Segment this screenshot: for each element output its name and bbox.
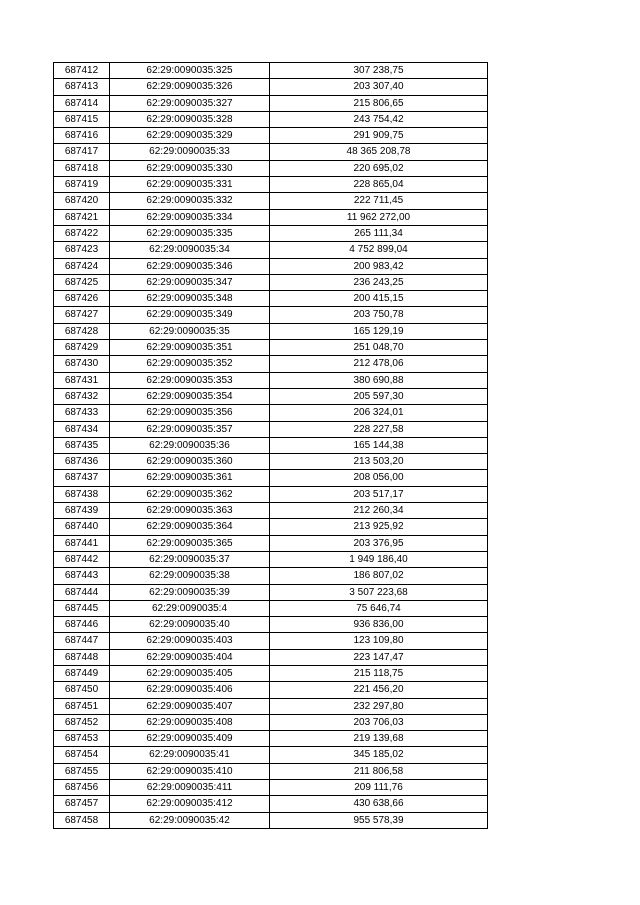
cadastral-number-cell: 62:29:0090035:42 (110, 812, 270, 828)
value-cell: 213 925,92 (270, 519, 488, 535)
row-number-cell: 687446 (54, 617, 110, 633)
row-number-cell: 687453 (54, 731, 110, 747)
table-row (54, 160, 488, 176)
row-number-cell: 687432 (54, 388, 110, 404)
cadastral-number-cell: 62:29:0090035:411 (110, 780, 270, 796)
row-number-cell: 687433 (54, 405, 110, 421)
cadastral-number-cell: 62:29:0090035:331 (110, 177, 270, 193)
value-cell: 123 109,80 (270, 633, 488, 649)
row-number-cell: 687435 (54, 437, 110, 453)
row-number-cell: 687447 (54, 633, 110, 649)
row-number-cell: 687448 (54, 649, 110, 665)
row-number-cell: 687422 (54, 225, 110, 241)
row-number-cell: 687415 (54, 111, 110, 127)
value-cell: 200 415,15 (270, 291, 488, 307)
row-number-cell: 687429 (54, 340, 110, 356)
table-row (54, 682, 488, 698)
value-cell: 213 503,20 (270, 454, 488, 470)
cadastral-number-cell: 62:29:0090035:346 (110, 258, 270, 274)
cadastral-number-cell: 62:29:0090035:364 (110, 519, 270, 535)
value-cell: 228 227,58 (270, 421, 488, 437)
value-cell: 936 836,00 (270, 617, 488, 633)
table-row (54, 323, 488, 339)
cadastral-number-cell: 62:29:0090035:404 (110, 649, 270, 665)
cadastral-number-cell: 62:29:0090035:327 (110, 95, 270, 111)
row-number-cell: 687425 (54, 274, 110, 290)
table-row (54, 470, 488, 486)
value-cell: 228 865,04 (270, 177, 488, 193)
cadastral-number-cell: 62:29:0090035:356 (110, 405, 270, 421)
table-row (54, 79, 488, 95)
cadastral-number-cell: 62:29:0090035:405 (110, 665, 270, 681)
cadastral-number-cell: 62:29:0090035:365 (110, 535, 270, 551)
row-number-cell: 687451 (54, 698, 110, 714)
value-cell: 206 324,01 (270, 405, 488, 421)
value-cell: 203 706,03 (270, 714, 488, 730)
value-cell: 75 646,74 (270, 600, 488, 616)
cadastral-number-cell: 62:29:0090035:348 (110, 291, 270, 307)
value-cell: 223 147,47 (270, 649, 488, 665)
row-number-cell: 687439 (54, 503, 110, 519)
cadastral-number-cell: 62:29:0090035:410 (110, 763, 270, 779)
row-number-cell: 687445 (54, 600, 110, 616)
cadastral-number-cell: 62:29:0090035:347 (110, 274, 270, 290)
table-row (54, 307, 488, 323)
value-cell: 380 690,88 (270, 372, 488, 388)
table-row (54, 698, 488, 714)
table-row (54, 731, 488, 747)
value-cell: 11 962 272,00 (270, 209, 488, 225)
cadastral-number-cell: 62:29:0090035:36 (110, 437, 270, 453)
cadastral-number-cell: 62:29:0090035:330 (110, 160, 270, 176)
cadastral-number-cell: 62:29:0090035:332 (110, 193, 270, 209)
table-row (54, 111, 488, 127)
table-row (54, 649, 488, 665)
cadastral-number-cell: 62:29:0090035:41 (110, 747, 270, 763)
value-cell: 215 118,75 (270, 665, 488, 681)
row-number-cell: 687438 (54, 486, 110, 502)
cadastral-number-cell: 62:29:0090035:39 (110, 584, 270, 600)
row-number-cell: 687454 (54, 747, 110, 763)
value-cell: 215 806,65 (270, 95, 488, 111)
row-number-cell: 687444 (54, 584, 110, 600)
value-cell: 220 695,02 (270, 160, 488, 176)
value-cell: 236 243,25 (270, 274, 488, 290)
value-cell: 203 750,78 (270, 307, 488, 323)
table-row (54, 356, 488, 372)
table-row (54, 535, 488, 551)
value-cell: 232 297,80 (270, 698, 488, 714)
cadastral-number-cell: 62:29:0090035:361 (110, 470, 270, 486)
table-row (54, 225, 488, 241)
row-number-cell: 687441 (54, 535, 110, 551)
table-row (54, 437, 488, 453)
cadastral-number-cell: 62:29:0090035:363 (110, 503, 270, 519)
value-cell: 48 365 208,78 (270, 144, 488, 160)
value-cell: 165 144,38 (270, 437, 488, 453)
table-row (54, 340, 488, 356)
row-number-cell: 687457 (54, 796, 110, 812)
table-row (54, 388, 488, 404)
table-row (54, 780, 488, 796)
cadastral-number-cell: 62:29:0090035:357 (110, 421, 270, 437)
value-cell: 186 807,02 (270, 568, 488, 584)
cadastral-number-cell: 62:29:0090035:349 (110, 307, 270, 323)
row-number-cell: 687437 (54, 470, 110, 486)
value-cell: 251 048,70 (270, 340, 488, 356)
row-number-cell: 687423 (54, 242, 110, 258)
row-number-cell: 687426 (54, 291, 110, 307)
row-number-cell: 687455 (54, 763, 110, 779)
row-number-cell: 687436 (54, 454, 110, 470)
row-number-cell: 687442 (54, 551, 110, 567)
row-number-cell: 687434 (54, 421, 110, 437)
table-row (54, 519, 488, 535)
table-row (54, 600, 488, 616)
value-cell: 200 983,42 (270, 258, 488, 274)
cadastral-number-cell: 62:29:0090035:325 (110, 63, 270, 79)
cadastral-number-cell: 62:29:0090035:40 (110, 617, 270, 633)
row-number-cell: 687440 (54, 519, 110, 535)
table-row (54, 193, 488, 209)
cadastral-number-cell: 62:29:0090035:35 (110, 323, 270, 339)
cadastral-number-cell: 62:29:0090035:408 (110, 714, 270, 730)
table-row (54, 63, 488, 79)
table-row (54, 177, 488, 193)
row-number-cell: 687450 (54, 682, 110, 698)
cadastral-number-cell: 62:29:0090035:403 (110, 633, 270, 649)
cadastral-number-cell: 62:29:0090035:354 (110, 388, 270, 404)
table-row (54, 421, 488, 437)
data-table (53, 62, 488, 829)
table-row (54, 405, 488, 421)
row-number-cell: 687412 (54, 63, 110, 79)
value-cell: 4 752 899,04 (270, 242, 488, 258)
value-cell: 430 638,66 (270, 796, 488, 812)
table-row (54, 274, 488, 290)
value-cell: 212 478,06 (270, 356, 488, 372)
value-cell: 209 111,76 (270, 780, 488, 796)
value-cell: 212 260,34 (270, 503, 488, 519)
cadastral-number-cell: 62:29:0090035:38 (110, 568, 270, 584)
row-number-cell: 687443 (54, 568, 110, 584)
value-cell: 221 456,20 (270, 682, 488, 698)
cadastral-number-cell: 62:29:0090035:352 (110, 356, 270, 372)
row-number-cell: 687421 (54, 209, 110, 225)
row-number-cell: 687418 (54, 160, 110, 176)
table-row (54, 763, 488, 779)
table-row (54, 95, 488, 111)
table-row (54, 568, 488, 584)
cadastral-number-cell: 62:29:0090035:326 (110, 79, 270, 95)
cadastral-number-cell: 62:29:0090035:328 (110, 111, 270, 127)
cadastral-number-cell: 62:29:0090035:360 (110, 454, 270, 470)
row-number-cell: 687431 (54, 372, 110, 388)
table-row (54, 486, 488, 502)
table-row (54, 128, 488, 144)
table-row (54, 144, 488, 160)
value-cell: 203 376,95 (270, 535, 488, 551)
value-cell: 165 129,19 (270, 323, 488, 339)
row-number-cell: 687420 (54, 193, 110, 209)
value-cell: 345 185,02 (270, 747, 488, 763)
table-row (54, 454, 488, 470)
cadastral-number-cell: 62:29:0090035:351 (110, 340, 270, 356)
table-row (54, 258, 488, 274)
value-cell: 291 909,75 (270, 128, 488, 144)
table-row (54, 617, 488, 633)
value-cell: 955 578,39 (270, 812, 488, 828)
row-number-cell: 687427 (54, 307, 110, 323)
table-row (54, 584, 488, 600)
value-cell: 203 307,40 (270, 79, 488, 95)
cadastral-number-cell: 62:29:0090035:362 (110, 486, 270, 502)
table-row (54, 551, 488, 567)
table-row (54, 242, 488, 258)
row-number-cell: 687419 (54, 177, 110, 193)
value-cell: 1 949 186,40 (270, 551, 488, 567)
row-number-cell: 687458 (54, 812, 110, 828)
value-cell: 243 754,42 (270, 111, 488, 127)
row-number-cell: 687452 (54, 714, 110, 730)
row-number-cell: 687428 (54, 323, 110, 339)
value-cell: 222 711,45 (270, 193, 488, 209)
row-number-cell: 687417 (54, 144, 110, 160)
cadastral-number-cell: 62:29:0090035:33 (110, 144, 270, 160)
cadastral-number-cell: 62:29:0090035:34 (110, 242, 270, 258)
table-row (54, 714, 488, 730)
row-number-cell: 687424 (54, 258, 110, 274)
value-cell: 219 139,68 (270, 731, 488, 747)
cadastral-number-cell: 62:29:0090035:409 (110, 731, 270, 747)
cadastral-number-cell: 62:29:0090035:406 (110, 682, 270, 698)
table-row (54, 665, 488, 681)
row-number-cell: 687416 (54, 128, 110, 144)
cadastral-number-cell: 62:29:0090035:334 (110, 209, 270, 225)
cadastral-number-cell: 62:29:0090035:353 (110, 372, 270, 388)
value-cell: 307 238,75 (270, 63, 488, 79)
value-cell: 211 806,58 (270, 763, 488, 779)
row-number-cell: 687430 (54, 356, 110, 372)
table-row (54, 812, 488, 828)
value-cell: 3 507 223,68 (270, 584, 488, 600)
value-cell: 203 517,17 (270, 486, 488, 502)
table-row (54, 503, 488, 519)
row-number-cell: 687413 (54, 79, 110, 95)
value-cell: 208 056,00 (270, 470, 488, 486)
table-row (54, 633, 488, 649)
row-number-cell: 687449 (54, 665, 110, 681)
cadastral-number-cell: 62:29:0090035:329 (110, 128, 270, 144)
row-number-cell: 687456 (54, 780, 110, 796)
table-row (54, 372, 488, 388)
cadastral-number-cell: 62:29:0090035:4 (110, 600, 270, 616)
value-cell: 265 111,34 (270, 225, 488, 241)
value-cell: 205 597,30 (270, 388, 488, 404)
table-row (54, 796, 488, 812)
cadastral-number-cell: 62:29:0090035:412 (110, 796, 270, 812)
cadastral-number-cell: 62:29:0090035:335 (110, 225, 270, 241)
table-row (54, 747, 488, 763)
table-body (54, 63, 488, 829)
table-row (54, 209, 488, 225)
cadastral-number-cell: 62:29:0090035:37 (110, 551, 270, 567)
row-number-cell: 687414 (54, 95, 110, 111)
table-row (54, 291, 488, 307)
cadastral-number-cell: 62:29:0090035:407 (110, 698, 270, 714)
